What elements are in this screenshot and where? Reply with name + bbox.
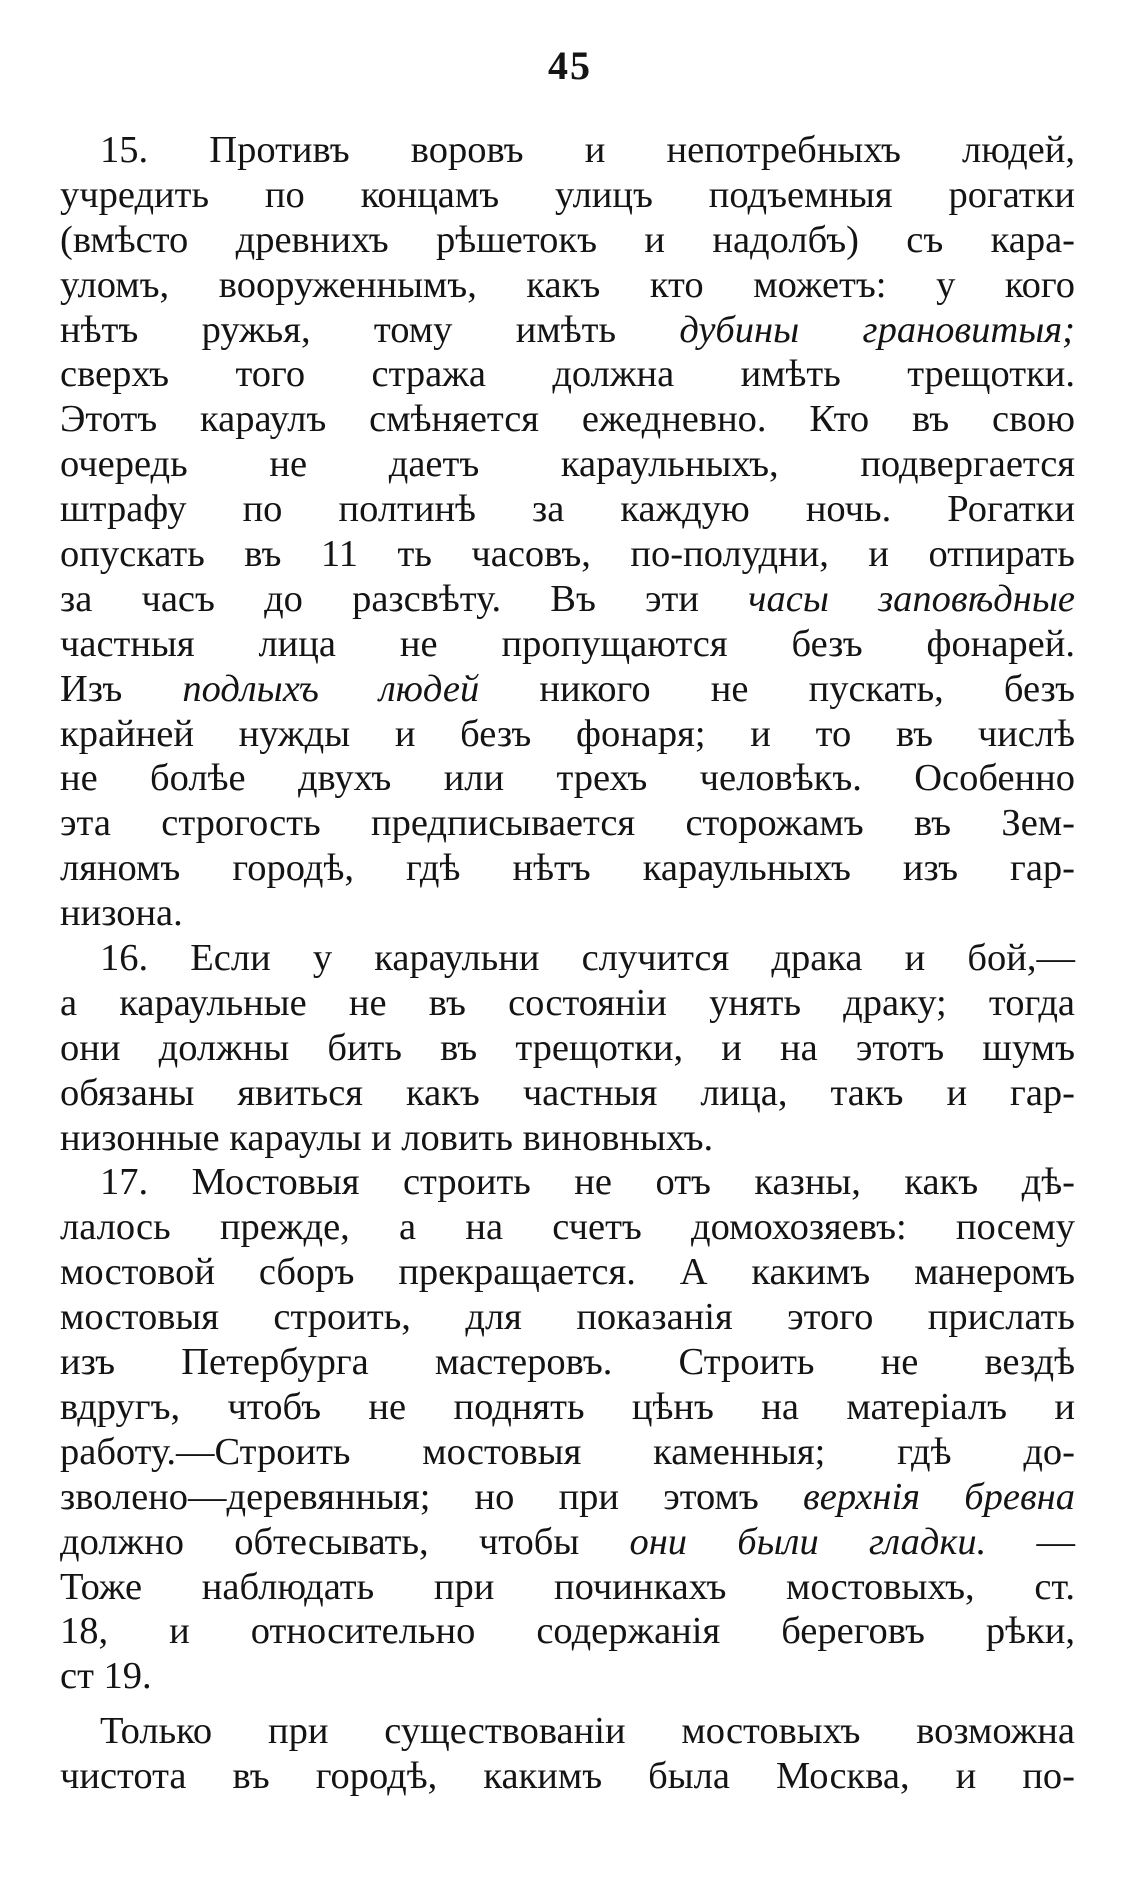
text-segment: должно обтесывать, чтобы xyxy=(60,1520,580,1563)
text-line: работу.—Строить мостовыя каменныя; гдѣ до- xyxy=(60,1430,1075,1473)
text-line: опускать въ 11 ть часовъ, по-полудни, и отпирать xyxy=(60,533,1075,576)
text-segment: никого не пускать, безъ xyxy=(539,667,1075,710)
text-line: учредить по концамъ улицъ подъемныя рогатки xyxy=(60,173,1075,216)
text-line: (вмѣсто древнихъ рѣшетокъ и надолбъ) съ кара- xyxy=(60,218,1075,261)
text-line: лалось прежде, а на счетъ домохозяевъ: посему xyxy=(60,1206,1075,1249)
text-line: чистота въ городѣ, какимъ была Москва, и по- xyxy=(60,1755,1075,1798)
paragraph-closing xyxy=(60,1709,1075,1799)
text-line: Только при существованіи мостовыхъ возможна xyxy=(100,1710,1075,1753)
text-line: 15. Противъ воровъ и непотребныхъ людей, xyxy=(100,129,1075,171)
text-segment: за часъ до разсвѣту. Въ эти xyxy=(60,577,699,620)
text-line: изъ Петербурга мастеровъ. Строить не вездѣ xyxy=(60,1341,1075,1384)
text-line: ляномъ городѣ, гдѣ нѣтъ караульныхъ изъ гар- xyxy=(60,847,1075,890)
text-line: 18, и относительно содержанія береговъ рѣки, xyxy=(60,1610,1075,1653)
page-body-text xyxy=(60,128,1075,1799)
text-line xyxy=(60,667,1075,712)
text-line: крайней нужды и безъ фонаря; и то въ числѣ xyxy=(60,712,1075,755)
italic-text: дубины грановитыя; xyxy=(679,308,1075,351)
italic-text: часы заповѣдные xyxy=(748,577,1075,620)
paragraph-spacer xyxy=(60,1699,1075,1709)
text-line: не болѣе двухъ или трехъ человѣкъ. Особенно xyxy=(60,757,1075,800)
text-line: 16. Если у караульни случится драка и бой,— xyxy=(100,937,1075,980)
italic-text: они были гладки. xyxy=(629,1520,987,1563)
italic-text: верхнія бревна xyxy=(803,1475,1076,1518)
text-line xyxy=(60,1475,1075,1520)
page-number: 45 xyxy=(548,43,592,88)
text-line: низона. xyxy=(60,892,183,935)
text-line: уломъ, вооруженнымъ, какъ кто можетъ: у кого xyxy=(60,263,1075,306)
italic-text: подлыхъ людей xyxy=(182,667,480,710)
text-line: а караульные не въ состояніи унять драку; тогда xyxy=(60,981,1075,1024)
text-line: Этотъ караулъ смѣняется ежедневно. Кто въ свою xyxy=(60,398,1075,441)
text-segment: нѣтъ ружья, тому имѣть xyxy=(60,308,616,351)
paragraph-16 xyxy=(60,936,1075,1160)
text-line: мостовой сборъ прекращается. А какимъ манеромъ xyxy=(60,1251,1075,1294)
text-segment: зволено—деревянныя; но при этомъ xyxy=(60,1475,759,1518)
text-line: обязаны явиться какъ частныя лица, такъ и гар- xyxy=(60,1071,1075,1114)
text-line: Тоже наблюдать при починкахъ мостовыхъ, ст. xyxy=(60,1565,1075,1608)
text-line: они должны бить въ трещотки, и на этотъ шумъ xyxy=(60,1026,1075,1069)
text-segment: — xyxy=(1036,1520,1075,1563)
text-line: эта строгость предписывается сторожамъ въ Зем- xyxy=(60,802,1075,845)
text-line: сверхъ того стража должна имѣть трещотки. xyxy=(60,353,1075,396)
text-line xyxy=(60,577,1075,622)
text-line xyxy=(60,1520,1075,1565)
text-line: мостовыя строить, для показанія этого прислать xyxy=(60,1296,1075,1339)
text-line: штрафу по полтинѣ за каждую ночь. Рогатки xyxy=(60,488,1075,531)
text-line: ст 19. xyxy=(60,1655,152,1698)
text-line: низонные караулы и ловить виновныхъ. xyxy=(60,1116,714,1159)
text-line: 17. Мостовыя строить не отъ казны, какъ дѣ- xyxy=(100,1161,1075,1204)
text-line: очередь не даетъ караульныхъ, подвергается xyxy=(60,443,1075,486)
text-line: вдругъ, чтобъ не поднять цѣнъ на матеріалъ и xyxy=(60,1385,1075,1428)
text-line xyxy=(60,308,1075,353)
text-line: частныя лица не пропущаются безъ фонарей. xyxy=(60,622,1075,665)
paragraph-17 xyxy=(60,1160,1075,1699)
text-segment: Изъ xyxy=(60,667,123,710)
paragraph-15 xyxy=(60,128,1075,936)
